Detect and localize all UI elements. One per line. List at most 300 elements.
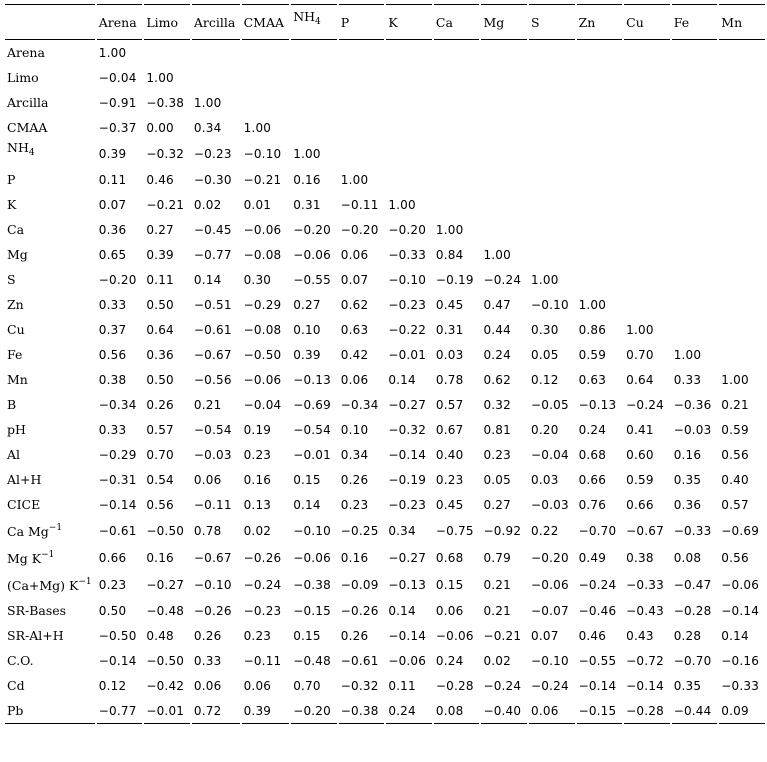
correlation-cell: 0.57 <box>146 422 174 437</box>
correlation-cell <box>291 90 337 115</box>
correlation-cell: 0.16 <box>146 550 174 565</box>
correlation-cell: −0.31 <box>98 472 137 487</box>
row-label <box>5 517 95 544</box>
correlation-cell: 0.15 <box>293 628 321 643</box>
correlation-cell <box>672 217 718 242</box>
correlation-cell: 0.21 <box>193 397 222 412</box>
correlation-cell: 0.45 <box>435 497 464 512</box>
correlation-cell: 1.00 <box>340 172 369 187</box>
correlation-cell <box>144 40 190 65</box>
correlation-cell <box>434 65 480 90</box>
correlation-cell: 1.00 <box>243 120 272 135</box>
correlation-cell: −0.14 <box>721 603 760 618</box>
correlation-cell: −0.10 <box>193 577 232 592</box>
row-label-base: Mg K <box>7 550 42 566</box>
correlation-cell <box>577 192 623 217</box>
correlation-cell <box>577 115 623 140</box>
correlation-cell: −0.24 <box>483 678 522 693</box>
column-header-limo: Limo <box>144 4 190 40</box>
correlation-cell: 0.35 <box>673 678 702 693</box>
correlation-cell: −0.03 <box>531 497 569 512</box>
correlation-cell: −0.04 <box>531 447 569 462</box>
table-row <box>5 623 765 648</box>
correlation-cell: −0.14 <box>626 678 664 693</box>
correlation-cell: −0.23 <box>193 146 232 161</box>
row-label: Zn <box>7 297 24 312</box>
correlation-cell <box>624 267 670 292</box>
correlation-cell <box>624 65 670 90</box>
table-row <box>5 167 765 192</box>
correlation-cell: −0.54 <box>293 422 331 437</box>
correlation-cell: 0.23 <box>435 472 464 487</box>
row-label-superscript: −1 <box>41 549 55 560</box>
correlation-cell: 0.12 <box>531 372 559 387</box>
correlation-cell: 0.33 <box>98 297 127 312</box>
correlation-cell: −0.29 <box>98 447 137 462</box>
correlation-cell: 0.59 <box>721 422 749 437</box>
correlation-cell <box>624 115 670 140</box>
correlation-cell <box>624 192 670 217</box>
correlation-cell <box>529 192 575 217</box>
correlation-cell: 0.01 <box>243 197 272 212</box>
correlation-cell: −0.10 <box>293 523 331 538</box>
correlation-cell: −0.44 <box>672 698 718 724</box>
correlation-cell <box>577 90 623 115</box>
column-header-mg: Mg <box>481 4 527 40</box>
correlation-cell: −0.09 <box>340 577 379 592</box>
correlation-cell: 0.21 <box>721 397 749 412</box>
correlation-cell: −0.43 <box>626 603 664 618</box>
column-header-s: S <box>529 4 575 40</box>
header-row <box>5 4 765 40</box>
correlation-cell: 0.34 <box>388 523 416 538</box>
correlation-cell: 0.15 <box>293 472 321 487</box>
row-label-base: (Ca+Mg) K <box>7 577 79 593</box>
row-label-superscript: −1 <box>78 576 92 587</box>
column-header-subscript: 4 <box>315 17 321 27</box>
correlation-cell: 0.63 <box>340 322 369 337</box>
correlation-cell: 1.00 <box>293 146 321 161</box>
correlation-cell: 0.68 <box>578 447 607 462</box>
correlation-cell <box>719 192 765 217</box>
correlation-cell: −0.19 <box>388 472 427 487</box>
correlation-cell: −0.67 <box>193 550 232 565</box>
correlation-cell: 0.46 <box>146 172 174 187</box>
correlation-cell: −0.05 <box>531 397 569 412</box>
correlation-cell: −0.06 <box>435 628 474 643</box>
correlation-cell: −0.67 <box>626 523 664 538</box>
correlation-cell: −0.21 <box>483 628 522 643</box>
correlation-cell: −0.51 <box>193 297 232 312</box>
correlation-cell: 0.40 <box>721 472 749 487</box>
correlation-cell <box>529 167 575 192</box>
correlation-cell: −0.55 <box>293 272 331 287</box>
correlation-cell <box>577 40 623 65</box>
correlation-cell: 0.05 <box>531 347 559 362</box>
correlation-cell: 1.00 <box>626 322 654 337</box>
correlation-cell: 0.06 <box>340 247 369 262</box>
correlation-cell <box>291 115 337 140</box>
correlation-cell: −0.38 <box>293 577 331 592</box>
correlation-cell: 0.39 <box>146 247 174 262</box>
correlation-cell: −0.14 <box>578 678 617 693</box>
correlation-cell: −0.37 <box>98 120 137 135</box>
correlation-cell <box>481 115 527 140</box>
correlation-cell: 0.62 <box>340 297 369 312</box>
row-label: P <box>7 172 16 187</box>
correlation-cell: 0.70 <box>293 678 321 693</box>
correlation-cell: 0.33 <box>98 422 127 437</box>
correlation-cell: 0.23 <box>243 447 272 462</box>
correlation-cell: 0.07 <box>531 628 559 643</box>
row-label <box>5 571 95 598</box>
correlation-cell: −0.06 <box>243 372 282 387</box>
correlation-cell: 0.24 <box>435 653 464 668</box>
correlation-cell: −0.20 <box>293 222 331 237</box>
row-label <box>5 544 95 571</box>
correlation-cell <box>624 140 670 167</box>
correlation-cell: −0.22 <box>388 322 427 337</box>
correlation-cell: 1.00 <box>673 347 702 362</box>
correlation-cell: −0.10 <box>531 653 569 668</box>
correlation-cell <box>624 40 670 65</box>
row-label: S <box>7 272 16 287</box>
correlation-cell <box>672 167 718 192</box>
row-label: Al+H <box>7 472 42 487</box>
correlation-cell: 0.56 <box>146 497 174 512</box>
correlation-cell: 0.11 <box>388 678 416 693</box>
correlation-cell: 0.64 <box>626 372 654 387</box>
correlation-cell: 1.00 <box>435 222 464 237</box>
correlation-cell <box>434 140 480 167</box>
correlation-cell: −0.69 <box>721 523 760 538</box>
correlation-cell: 0.16 <box>293 172 321 187</box>
correlation-cell: 0.47 <box>483 297 511 312</box>
row-label: SR-Al+H <box>7 628 64 643</box>
correlation-cell <box>672 192 718 217</box>
column-header-ca: Ca <box>434 4 480 40</box>
correlation-cell: 0.59 <box>626 472 654 487</box>
correlation-cell <box>577 65 623 90</box>
row-label-base: NH <box>7 140 29 155</box>
correlation-cell: −0.20 <box>531 550 569 565</box>
correlation-cell: −0.24 <box>243 577 282 592</box>
correlation-cell: −0.14 <box>98 653 137 668</box>
correlation-cell <box>386 115 432 140</box>
correlation-cell: 0.26 <box>340 628 369 643</box>
correlation-cell: −0.13 <box>578 397 617 412</box>
correlation-cell: 0.31 <box>293 197 321 212</box>
correlation-cell: −0.29 <box>243 297 282 312</box>
column-header-arcilla: Arcilla <box>192 4 240 40</box>
correlation-cell <box>481 167 527 192</box>
correlation-cell: −0.06 <box>293 550 331 565</box>
correlation-cell: 0.02 <box>483 653 511 668</box>
correlation-cell: −0.25 <box>340 523 379 538</box>
row-label: CMAA <box>7 120 48 135</box>
correlation-cell <box>192 40 240 65</box>
correlation-cell: 0.26 <box>193 628 222 643</box>
correlation-cell <box>481 217 527 242</box>
correlation-cell: 1.00 <box>146 70 174 85</box>
correlation-cell: −0.70 <box>673 653 712 668</box>
row-label: SR-Bases <box>7 603 67 618</box>
correlation-cell <box>719 292 765 317</box>
correlation-cell <box>339 115 385 140</box>
correlation-cell <box>339 140 385 167</box>
correlation-cell <box>529 140 575 167</box>
correlation-cell: 0.70 <box>626 347 654 362</box>
correlation-cell: 0.68 <box>435 550 464 565</box>
row-label: Al <box>7 447 21 462</box>
correlation-cell: −0.33 <box>673 523 712 538</box>
table-row <box>5 367 765 392</box>
correlation-cell: −0.40 <box>481 698 527 724</box>
column-header-zn: Zn <box>577 4 623 40</box>
table-row <box>5 673 765 698</box>
correlation-cell: −0.61 <box>340 653 379 668</box>
correlation-cell <box>672 267 718 292</box>
correlation-cell <box>242 90 290 115</box>
correlation-cell: 0.36 <box>98 222 127 237</box>
correlation-cell: 0.37 <box>98 322 127 337</box>
correlation-cell <box>242 65 290 90</box>
correlation-cell: 0.15 <box>435 577 464 592</box>
correlation-cell <box>192 65 240 90</box>
correlation-cell: −0.24 <box>578 577 617 592</box>
correlation-cell: 0.06 <box>340 372 369 387</box>
correlation-cell <box>434 90 480 115</box>
correlation-cell: 0.46 <box>578 628 607 643</box>
row-label: C.O. <box>7 653 34 668</box>
table-row <box>5 317 765 342</box>
row-label-base: Ca Mg <box>7 523 49 539</box>
correlation-cell <box>339 90 385 115</box>
correlation-cell: −0.32 <box>388 422 427 437</box>
row-label <box>5 140 95 167</box>
table-body <box>5 40 765 724</box>
table-row <box>5 571 765 598</box>
table-row <box>5 242 765 267</box>
correlation-cell: 0.38 <box>98 372 127 387</box>
correlation-cell: 0.03 <box>435 347 464 362</box>
correlation-cell <box>577 140 623 167</box>
correlation-cell: 0.22 <box>531 523 559 538</box>
column-header-nh4 <box>291 4 337 40</box>
correlation-cell: 0.30 <box>243 272 272 287</box>
table-row <box>5 392 765 417</box>
correlation-cell: −0.32 <box>146 146 185 161</box>
correlation-cell: 1.00 <box>483 247 511 262</box>
correlation-cell: −0.27 <box>388 397 427 412</box>
correlation-cell: −0.33 <box>626 577 664 592</box>
table-row <box>5 698 765 724</box>
correlation-cell: 0.03 <box>531 472 559 487</box>
correlation-cell: 0.05 <box>483 472 511 487</box>
column-header-p: P <box>339 4 385 40</box>
correlation-cell: 0.65 <box>98 247 127 262</box>
correlation-cell <box>291 40 337 65</box>
correlation-cell: 0.86 <box>578 322 607 337</box>
correlation-cell <box>434 167 480 192</box>
correlation-cell: 0.19 <box>243 422 272 437</box>
correlation-cell: 0.54 <box>146 472 174 487</box>
correlation-cell: 1.00 <box>721 372 749 387</box>
row-label: Arcilla <box>7 95 49 110</box>
correlation-cell <box>529 242 575 267</box>
correlation-cell: −0.21 <box>146 197 185 212</box>
column-header-cu: Cu <box>624 4 670 40</box>
correlation-cell: 0.24 <box>578 422 607 437</box>
correlation-cell: 0.07 <box>98 197 127 212</box>
correlation-cell: 0.57 <box>435 397 464 412</box>
correlation-cell: 0.02 <box>193 197 222 212</box>
correlation-cell: −0.38 <box>339 698 385 724</box>
correlation-cell <box>386 40 432 65</box>
correlation-cell: −0.42 <box>146 678 185 693</box>
correlation-cell: 0.35 <box>673 472 702 487</box>
correlation-cell <box>672 90 718 115</box>
correlation-cell: −0.24 <box>626 397 664 412</box>
correlation-cell: −0.61 <box>193 322 232 337</box>
correlation-cell: −0.56 <box>193 372 232 387</box>
correlation-cell: −0.34 <box>340 397 379 412</box>
correlation-cell <box>672 65 718 90</box>
table-row <box>5 517 765 544</box>
correlation-cell <box>719 65 765 90</box>
correlation-cell: −0.06 <box>531 577 569 592</box>
correlation-cell: 0.23 <box>483 447 511 462</box>
correlation-cell: −0.13 <box>388 577 427 592</box>
correlation-cell: 0.27 <box>483 497 511 512</box>
correlation-cell: −0.36 <box>673 397 712 412</box>
correlation-cell: 0.08 <box>673 550 702 565</box>
correlation-cell: −0.28 <box>624 698 670 724</box>
correlation-cell <box>577 217 623 242</box>
correlation-cell: −0.50 <box>146 653 185 668</box>
table-row <box>5 598 765 623</box>
correlation-cell: −0.27 <box>388 550 427 565</box>
table-row <box>5 342 765 367</box>
row-label: B <box>7 397 17 412</box>
correlation-cell: 0.56 <box>721 447 749 462</box>
correlation-cell: 0.42 <box>340 347 369 362</box>
correlation-cell <box>481 90 527 115</box>
correlation-cell <box>529 40 575 65</box>
correlation-cell <box>577 167 623 192</box>
correlation-cell <box>386 167 432 192</box>
row-label-superscript: −1 <box>48 522 63 533</box>
correlation-cell <box>672 317 718 342</box>
table-row <box>5 492 765 517</box>
row-label: Arena <box>7 45 45 60</box>
correlation-cell <box>386 140 432 167</box>
row-label-subscript: 4 <box>28 148 35 158</box>
correlation-cell: 0.64 <box>146 322 174 337</box>
table-row <box>5 192 765 217</box>
correlation-cell: 0.66 <box>98 550 127 565</box>
correlation-cell: 0.14 <box>193 272 222 287</box>
column-header-fe: Fe <box>672 4 718 40</box>
correlation-cell: 0.02 <box>243 523 272 538</box>
correlation-cell <box>672 115 718 140</box>
table-row <box>5 292 765 317</box>
correlation-cell: −0.69 <box>293 397 331 412</box>
correlation-cell: −0.01 <box>293 447 331 462</box>
correlation-cell: 0.30 <box>531 322 559 337</box>
correlation-cell: 0.36 <box>146 347 174 362</box>
correlation-cell <box>719 167 765 192</box>
correlation-cell: 0.76 <box>578 497 607 512</box>
row-label: Limo <box>7 70 39 85</box>
correlation-cell: −0.32 <box>340 678 379 693</box>
correlation-cell: −0.38 <box>146 95 185 110</box>
correlation-cell: −0.55 <box>578 653 617 668</box>
correlation-cell: −0.50 <box>98 628 137 643</box>
correlation-cell: −0.04 <box>98 70 137 85</box>
table-row <box>5 467 765 492</box>
correlation-cell: 0.20 <box>531 422 559 437</box>
correlation-cell <box>481 40 527 65</box>
correlation-cell: −0.26 <box>243 550 282 565</box>
correlation-cell: −0.24 <box>483 272 522 287</box>
correlation-cell: −0.72 <box>626 653 664 668</box>
correlation-cell: −0.61 <box>98 523 137 538</box>
correlation-cell: −0.11 <box>193 497 232 512</box>
correlation-cell <box>339 65 385 90</box>
correlation-cell: 0.78 <box>193 523 222 538</box>
correlation-cell: 0.56 <box>98 347 127 362</box>
correlation-cell <box>719 90 765 115</box>
correlation-cell: 0.34 <box>193 120 222 135</box>
correlation-cell: 0.23 <box>243 628 272 643</box>
row-label: Pb <box>5 698 95 724</box>
correlation-cell: 0.06 <box>529 698 575 724</box>
correlation-cell: 0.41 <box>626 422 654 437</box>
correlation-cell: −0.46 <box>578 603 617 618</box>
correlation-cell: 0.66 <box>578 472 607 487</box>
row-label: K <box>7 197 17 212</box>
correlation-cell <box>434 192 480 217</box>
correlation-cell: −0.28 <box>435 678 474 693</box>
correlation-cell: −0.08 <box>243 322 282 337</box>
correlation-cell <box>624 90 670 115</box>
header-corner <box>5 4 95 40</box>
table-row <box>5 90 765 115</box>
correlation-cell <box>291 65 337 90</box>
correlation-cell: 0.57 <box>721 497 749 512</box>
correlation-cell: 0.59 <box>578 347 607 362</box>
correlation-cell: −0.15 <box>293 603 331 618</box>
correlation-cell: 0.16 <box>243 472 272 487</box>
correlation-cell <box>672 292 718 317</box>
correlation-cell: 0.60 <box>626 447 654 462</box>
correlation-cell: 0.12 <box>98 678 127 693</box>
correlation-cell: −0.33 <box>721 678 760 693</box>
correlation-cell <box>481 192 527 217</box>
correlation-cell <box>672 40 718 65</box>
correlation-cell <box>624 292 670 317</box>
correlation-cell: 0.16 <box>673 447 702 462</box>
correlation-cell: 0.06 <box>243 678 272 693</box>
column-header-mn: Mn <box>719 4 765 40</box>
correlation-cell: 0.38 <box>626 550 654 565</box>
correlation-cell <box>624 217 670 242</box>
correlation-cell: 0.10 <box>340 422 369 437</box>
correlation-cell: −0.45 <box>193 222 232 237</box>
correlation-cell: 0.16 <box>340 550 369 565</box>
row-label: Cd <box>7 678 25 693</box>
